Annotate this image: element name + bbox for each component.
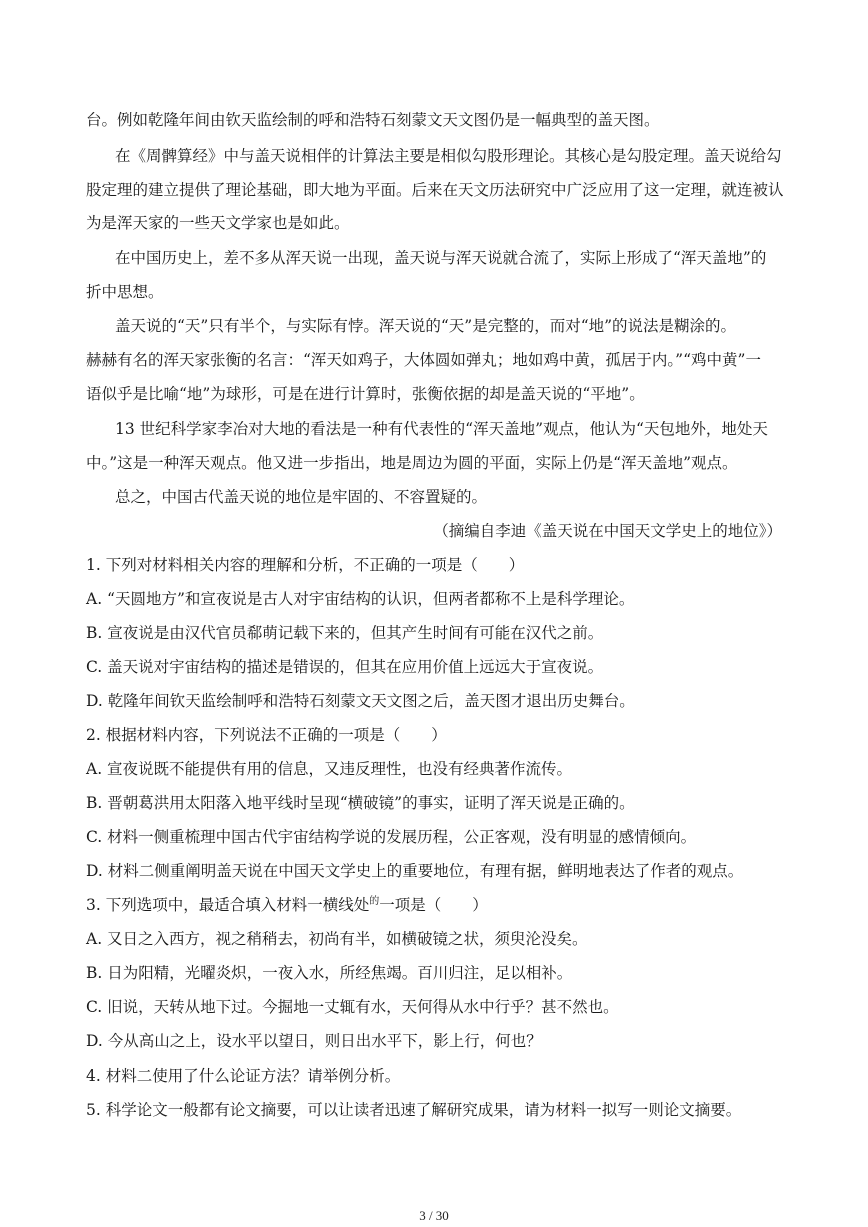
- question-1-option-b: B. 宣夜说是由汉代官员郗萌记载下来的，但其产生时间有可能在汉代之前。: [86, 624, 604, 642]
- paragraph-line: 为是浑天家的一些天文学家也是如此。: [86, 214, 350, 232]
- question-3-option-d: D. 今从高山之上，设水平以望日，则日出水平下，影上行，何也？: [86, 1032, 542, 1050]
- question-2-option-d: D. 材料二侧重阐明盖天说在中国天文学史上的重要地位，有理有据，鲜明地表达了作者的观点。: [86, 862, 744, 880]
- paragraph-line: 股定理的建立提供了理论基础，即大地为平面。后来在天文历法研究中广泛应用了这一定理，就连被认: [86, 181, 784, 199]
- paragraph-line: 中。”这是一种浑天观点。他又进一步指出，地是周边为圆的平面，实际上仍是“浑天盖地”观点。: [86, 454, 738, 472]
- question-4: 4. 材料二使用了什么论证方法？请举例分析。: [86, 1067, 401, 1085]
- question-2-option-a: A. 宣夜说既不能提供有用的信息，又违反理性，也没有经典著作流传。: [86, 760, 573, 778]
- question-3-option-a: A. 又日之入西方，视之稍稍去，初尚有半，如横破镜之状，须臾沦没矣。: [86, 930, 588, 948]
- question-2: 2. 根据材料内容，下列说法不正确的一项是（ ）: [86, 726, 447, 744]
- paragraph-line: 在中国历史上，差不多从浑天说一出现，盖天说与浑天说就合流了，实际上形成了“浑天盖地”的: [115, 249, 767, 267]
- source-citation: （摘编自李迪《盖天说在中国天文学史上的地位》）: [433, 522, 782, 540]
- paragraph-line: 赫赫有名的浑天家张衡的名言：“浑天如鸡子，大体圆如弹丸；地如鸡中黄，孤居于内。”“鸡中黄”一: [86, 351, 761, 369]
- paragraph-line: 台。例如乾隆年间由钦天监绘制的呼和浩特石刻蒙文天文图仍是一幅典型的盖天图。: [86, 111, 660, 129]
- question-3-option-b: B. 日为阳精，光曜炎炽，一夜入水，所经焦竭。百川归注，足以相补。: [86, 964, 573, 982]
- question-1-option-d: D. 乾隆年间钦天监绘制呼和浩特石刻蒙文天文图之后，盖天图才退出历史舞台。: [86, 692, 635, 710]
- paragraph-line: 盖天说的“天”只有半个，与实际有悖。浑天说的“天”是完整的，而对“地”的说法是糊涂的。: [115, 317, 737, 335]
- paragraph-line: 语似乎是比喻“地”为球形，可是在进行计算时，张衡依据的却是盖天说的“平地”。: [86, 385, 645, 403]
- paragraph-line: 13 世纪科学家李冶对大地的看法是一种有代表性的“浑天盖地”观点，他认为“天包地外，地处天: [115, 420, 768, 438]
- question-2-option-c: C. 材料一侧重梳理中国古代宇宙结构学说的发展历程，公正客观，没有明显的感情倾向。: [86, 828, 697, 846]
- question-3-text: 3. 下列选项中，最适合填入材料一横线处: [86, 896, 370, 914]
- paragraph-line: 在《周髀算经》中与盖天说相伴的计算法主要是相似勾股形理论。其核心是勾股定理。盖天说给勾: [115, 147, 782, 165]
- question-5: 5. 科学论文一般都有论文摘要，可以让读者迅速了解研究成果，请为材料一拟写一则论文摘要。: [86, 1101, 742, 1119]
- paragraph-line: 总之，中国古代盖天说的地位是牢固的、不容置疑的。: [115, 488, 488, 506]
- question-3: [86, 895, 786, 918]
- question-1: 1. 下列对材料相关内容的理解和分析，不正确的一项是（ ）: [86, 556, 525, 574]
- question-2-option-b: B. 晋朝葛洪用太阳落入地平线时呈现“横破镜”的事实，证明了浑天说是正确的。: [86, 794, 635, 812]
- question-3-text-end: 一项是（ ）: [379, 896, 488, 914]
- question-3-option-c: C. 旧说，天转从地下过。今掘地一丈辄有水，天何得从水中行乎？甚不然也。: [86, 998, 619, 1016]
- question-1-option-c: C. 盖天说对宇宙结构的描述是错误的，但其在应用价值上远远大于宣夜说。: [86, 658, 604, 676]
- paragraph-line: 折中思想。: [86, 283, 164, 301]
- question-1-option-a: A. “天圆地方”和宣夜说是古人对宇宙结构的认识，但两者都称不上是科学理论。: [86, 590, 635, 608]
- question-3-raised-char: 的: [369, 896, 380, 907]
- page-number: 3 / 30: [419, 1208, 449, 1223]
